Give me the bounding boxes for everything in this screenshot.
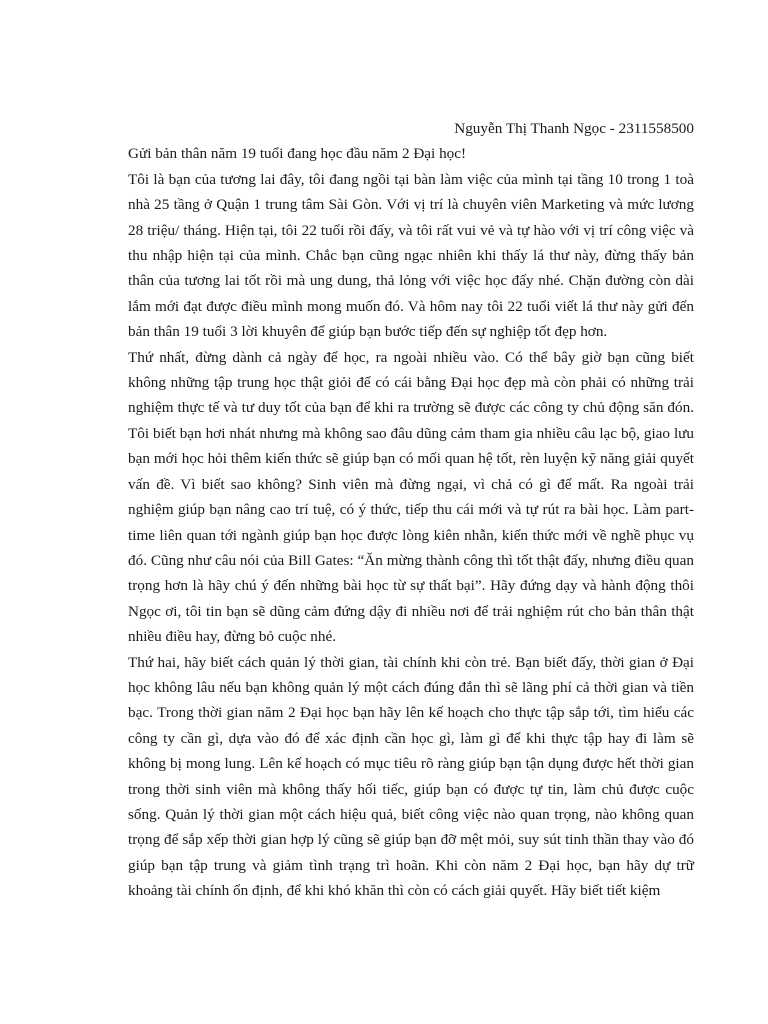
paragraph-intro: Tôi là bạn của tương lai đây, tôi đang ngồi tại bàn làm việc của mình tại tầng 10 trong 1 toà nhà 25 tầng ở Quận 1 trung tâm Sài Gòn. Với vị trí là chuyên viên Marketing và mức lương 28 triệu/ tháng. Hiện tại, tôi 22 tuổi rồi đấy, và tôi rất vui vẻ và tự hào với vị trí công việc và thu nhập hiện tại của mình. Chắc bạn cũng ngạc nhiên khi thấy lá thư này, đừng thấy bản thân của tương lai tốt rồi mà ung dung, thả lỏng với việc học đấy nhé. Chặn đường còn dài lắm mới đạt được điều mình mong muốn đó. Và hôm nay tôi 22 tuổi viết lá thư này gửi đến bản thân 19 tuổi 3 lời khuyên để giúp bạn bước tiếp đến sự nghiệp tốt đẹp hơn. — [128, 170, 694, 341]
author-line: Nguyễn Thị Thanh Ngọc - 2311558500 — [454, 120, 694, 137]
paragraph-first-advice: Thứ nhất, đừng dành cả ngày để học, ra ngoài nhiều vào. Có thể bây giờ bạn cũng biết không những tập trung học thật giỏi để có cái bằng Đại học đẹp mà còn phải có những trải nghiệm thực tế và tư duy tốt của bạn để khi ra trường sẽ được các công ty chủ động săn đón. Tôi biết bạn hơi nhát nhưng mà không sao đâu dũng cảm tham gia nhiều câu lạc bộ, giao lưu bạn mới học hỏi thêm kiến thức sẽ giúp bạn có mối quan hệ tốt, rèn luyện kỹ năng giải quyết vấn đề. Vì biết sao không? Sinh viên mà đừng ngại, vì chả có gì để mất. Ra ngoài trải nghiệm giúp bạn nâng cao trí tuệ, có ý thức, tiếp thu cái mới và tự rút ra bài học. Làm part-time liên quan tới ngành giúp bạn học được lòng kiên nhẫn, kiến thức mới về nghề phục vụ đó. Cũng như câu nói của Bill Gates: “Ăn mừng thành công thì tốt thật đấy, nhưng điều quan trọng hơn là hãy chú ý đến những bài học từ sự thất bại”. Hãy đứng dạy và hành động thôi Ngọc ơi, tôi tin bạn sẽ dũng cảm đứng dậy đi nhiều nơi để trải nghiệm rút cho bản thân thật nhiều điều hay, đừng bỏ cuộc nhé. — [128, 348, 694, 646]
document-page — [128, 116, 694, 904]
salutation: Gửi bản thân năm 19 tuổi đang học đầu năm 2 Đại học! — [128, 145, 467, 163]
paragraph-second-advice: Thứ hai, hãy biết cách quản lý thời gian, tài chính khi còn trẻ. Bạn biết đấy, thời gian ở Đại học không lâu nếu bạn không quản lý một cách đúng đắn thì sẽ lãng phí cả thời gian và tiền bạc. Trong thời gian năm 2 Đại học bạn hãy lên kế hoạch cho thực tập sắp tới, tìm hiểu các công ty cần gì, dựa vào đó để xác định cần học gì, làm gì để khi thực tập hay đi làm sẽ không bị mong lung. Lên kế hoạch có mục tiêu rõ ràng giúp bạn tận dụng được hết thời gian trong thời sinh viên mà không thấy hối tiếc, giúp bạn có được tự tin, làm chủ được cuộc sống. Quản lý thời gian một cách hiệu quả, biết công việc nào quan trọng, nào không quan trọng để sắp xếp thời gian hợp lý cũng sẽ giúp bạn đỡ mệt mỏi, suy sút tinh thần thay vào đó giúp bạn tập trung và giảm tình trạng trì hoãn. Khi còn năm 2 Đại học, bạn hãy dự trữ khoảng tài chính ổn định, để khi khó khăn thì còn có cách giải quyết. Hãy biết tiết kiệm — [128, 653, 694, 900]
